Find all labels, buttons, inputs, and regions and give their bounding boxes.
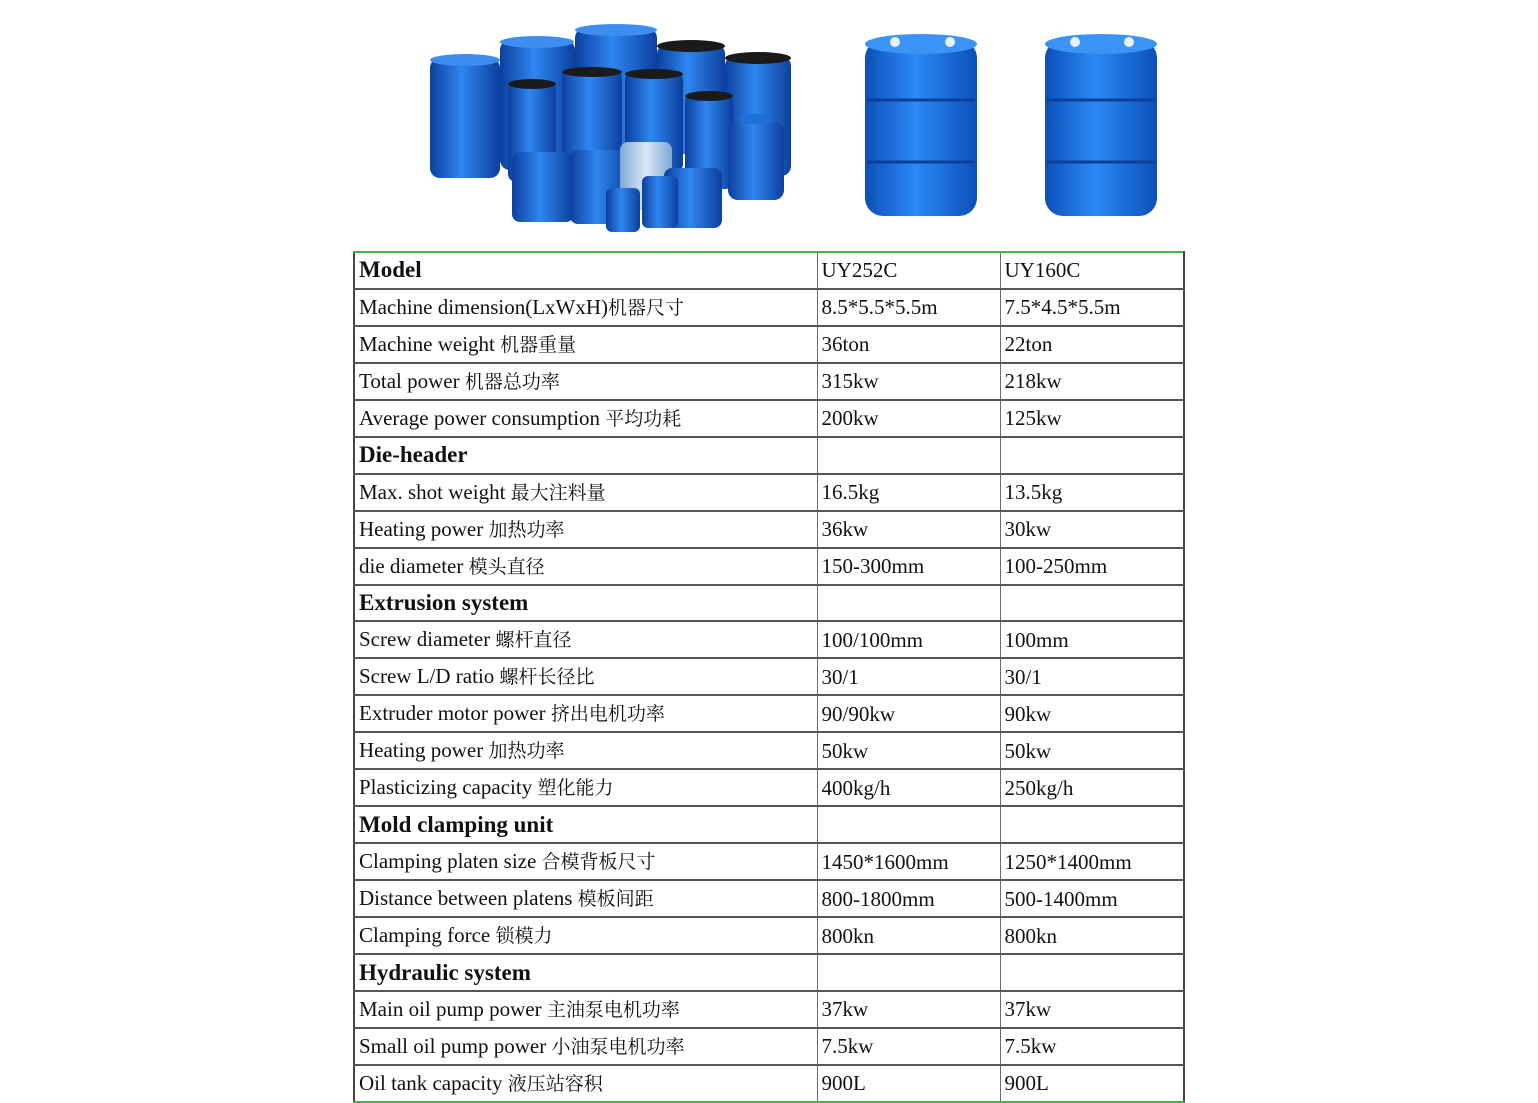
value-uy160c: 7.5*4.5*5.5m — [1000, 289, 1184, 326]
section-header-row — [354, 252, 1184, 289]
spec-table-body — [354, 252, 1184, 1102]
row-label-en: Screw L/D ratio — [359, 664, 500, 689]
value-uy252c: 100/100mm — [817, 621, 1000, 658]
row-label — [354, 326, 817, 363]
section-header-row — [354, 437, 1184, 474]
table-row — [354, 400, 1184, 437]
row-label-en: Extrusion system — [359, 589, 529, 615]
value-uy252c: 150-300mm — [817, 548, 1000, 585]
row-label-en: Heating power — [359, 738, 489, 763]
row-label-en: Main oil pump power — [359, 996, 547, 1021]
row-label-en: Max. shot weight — [359, 479, 511, 504]
section-header-row — [354, 806, 1184, 843]
value-uy160c: 218kw — [1000, 363, 1184, 400]
value-uy252c: UY252C — [817, 252, 1000, 289]
row-label — [354, 917, 817, 954]
value-uy160c: 90kw — [1000, 695, 1184, 732]
group-drums-image — [420, 22, 800, 242]
row-label — [354, 363, 817, 400]
row-label-cn: 机器尺寸 — [608, 296, 685, 319]
row-label — [354, 511, 817, 548]
row-label-en: Hydraulic system — [359, 959, 531, 985]
row-label-en: Model — [359, 257, 422, 283]
row-label-en: Clamping platen size — [359, 849, 542, 874]
value-uy252c — [817, 585, 1000, 622]
table-row — [354, 363, 1184, 400]
table-row — [354, 326, 1184, 363]
value-uy160c: 37kw — [1000, 991, 1184, 1028]
row-label — [354, 806, 817, 843]
row-label — [354, 474, 817, 511]
spec-table — [353, 251, 1185, 1103]
value-uy160c: 100mm — [1000, 621, 1184, 658]
row-label-en: Total power — [359, 368, 465, 393]
row-label-cn: 加热功率 — [488, 518, 565, 541]
row-label — [354, 695, 817, 732]
table-row — [354, 843, 1184, 880]
value-uy252c: 1450*1600mm — [817, 843, 1000, 880]
value-uy160c — [1000, 806, 1184, 843]
value-uy160c: 500-1400mm — [1000, 880, 1184, 917]
value-uy252c: 50kw — [817, 732, 1000, 769]
row-label-cn: 机器重量 — [500, 333, 577, 356]
row-label-cn: 螺杆长径比 — [499, 666, 595, 689]
row-label — [354, 732, 817, 769]
value-uy160c: 900L — [1000, 1065, 1184, 1102]
table-row — [354, 769, 1184, 806]
row-label-cn: 模头直径 — [468, 555, 545, 578]
value-uy160c: 100-250mm — [1000, 548, 1184, 585]
row-label-en: Small oil pump power — [359, 1033, 552, 1058]
table-row — [354, 658, 1184, 695]
table-row — [354, 511, 1184, 548]
row-label-en: Mold clamping unit — [359, 811, 554, 837]
value-uy160c: 13.5kg — [1000, 474, 1184, 511]
row-label — [354, 585, 817, 622]
row-label-cn: 平均功耗 — [605, 407, 682, 430]
value-uy252c: 37kw — [817, 991, 1000, 1028]
value-uy160c: 22ton — [1000, 326, 1184, 363]
row-label-en: Machine weight — [359, 331, 501, 356]
product-photos — [420, 22, 1180, 242]
row-label — [354, 289, 817, 326]
value-uy252c: 30/1 — [817, 658, 1000, 695]
value-uy160c — [1000, 437, 1184, 474]
row-label-en: Screw diameter — [359, 627, 496, 652]
section-header-row — [354, 585, 1184, 622]
row-label-cn: 加热功率 — [488, 740, 565, 763]
value-uy160c: 800kn — [1000, 917, 1184, 954]
row-label — [354, 658, 817, 695]
drum-image-uy252c — [855, 22, 985, 222]
row-label — [354, 437, 817, 474]
value-uy252c — [817, 437, 1000, 474]
row-label-cn: 模板间距 — [577, 888, 654, 911]
value-uy252c: 36ton — [817, 326, 1000, 363]
table-row — [354, 880, 1184, 917]
row-label — [354, 548, 817, 585]
value-uy160c: 1250*1400mm — [1000, 843, 1184, 880]
value-uy252c — [817, 806, 1000, 843]
row-label-cn: 最大注料量 — [510, 481, 606, 504]
row-label — [354, 954, 817, 991]
value-uy252c: 400kg/h — [817, 769, 1000, 806]
row-label — [354, 880, 817, 917]
row-label-en: Die-header — [359, 442, 468, 468]
value-uy160c: 250kg/h — [1000, 769, 1184, 806]
row-label-cn: 液压站容积 — [507, 1072, 603, 1095]
row-label-en: Clamping force — [359, 923, 496, 948]
row-label-cn: 主油泵电机功率 — [546, 998, 680, 1021]
row-label-cn: 锁模力 — [495, 925, 553, 948]
value-uy252c: 90/90kw — [817, 695, 1000, 732]
value-uy252c: 8.5*5.5*5.5m — [817, 289, 1000, 326]
row-label-en: Machine dimension(LxWxH) — [359, 294, 609, 319]
table-row — [354, 548, 1184, 585]
drum-image-uy160c — [1037, 22, 1167, 222]
row-label — [354, 843, 817, 880]
row-label-cn: 机器总功率 — [464, 370, 560, 393]
row-label — [354, 1028, 817, 1065]
table-row — [354, 1065, 1184, 1102]
value-uy160c: 125kw — [1000, 400, 1184, 437]
row-label — [354, 991, 817, 1028]
table-row — [354, 695, 1184, 732]
value-uy252c: 900L — [817, 1065, 1000, 1102]
table-row — [354, 991, 1184, 1028]
row-label — [354, 400, 817, 437]
table-row — [354, 917, 1184, 954]
value-uy252c: 200kw — [817, 400, 1000, 437]
row-label-cn: 塑化能力 — [537, 777, 614, 800]
row-label-cn: 螺杆直径 — [495, 629, 572, 652]
row-label — [354, 769, 817, 806]
table-row — [354, 1028, 1184, 1065]
table-row — [354, 289, 1184, 326]
value-uy252c: 800kn — [817, 917, 1000, 954]
row-label-cn: 合模背板尺寸 — [541, 851, 656, 874]
row-label-cn: 小油泵电机功率 — [551, 1035, 685, 1058]
value-uy160c — [1000, 585, 1184, 622]
value-uy252c: 7.5kw — [817, 1028, 1000, 1065]
value-uy252c: 315kw — [817, 363, 1000, 400]
value-uy160c: 50kw — [1000, 732, 1184, 769]
value-uy252c: 800-1800mm — [817, 880, 1000, 917]
value-uy160c — [1000, 954, 1184, 991]
table-row — [354, 621, 1184, 658]
value-uy252c: 36kw — [817, 511, 1000, 548]
row-label-en: die diameter — [359, 553, 469, 578]
table-row — [354, 474, 1184, 511]
row-label-en: Extruder motor power — [359, 701, 551, 726]
value-uy252c: 16.5kg — [817, 474, 1000, 511]
row-label — [354, 621, 817, 658]
row-label — [354, 252, 817, 289]
value-uy160c: 7.5kw — [1000, 1028, 1184, 1065]
row-label-cn: 挤出电机功率 — [550, 703, 665, 726]
row-label — [354, 1065, 817, 1102]
value-uy160c: 30/1 — [1000, 658, 1184, 695]
row-label-en: Average power consumption — [359, 405, 606, 430]
table-row — [354, 732, 1184, 769]
section-header-row — [354, 954, 1184, 991]
row-label-en: Heating power — [359, 516, 489, 541]
row-label-en: Oil tank capacity — [359, 1070, 508, 1095]
value-uy160c: 30kw — [1000, 511, 1184, 548]
value-uy160c: UY160C — [1000, 252, 1184, 289]
value-uy252c — [817, 954, 1000, 991]
row-label-en: Distance between platens — [359, 886, 578, 911]
row-label-en: Plasticizing capacity — [359, 775, 538, 800]
